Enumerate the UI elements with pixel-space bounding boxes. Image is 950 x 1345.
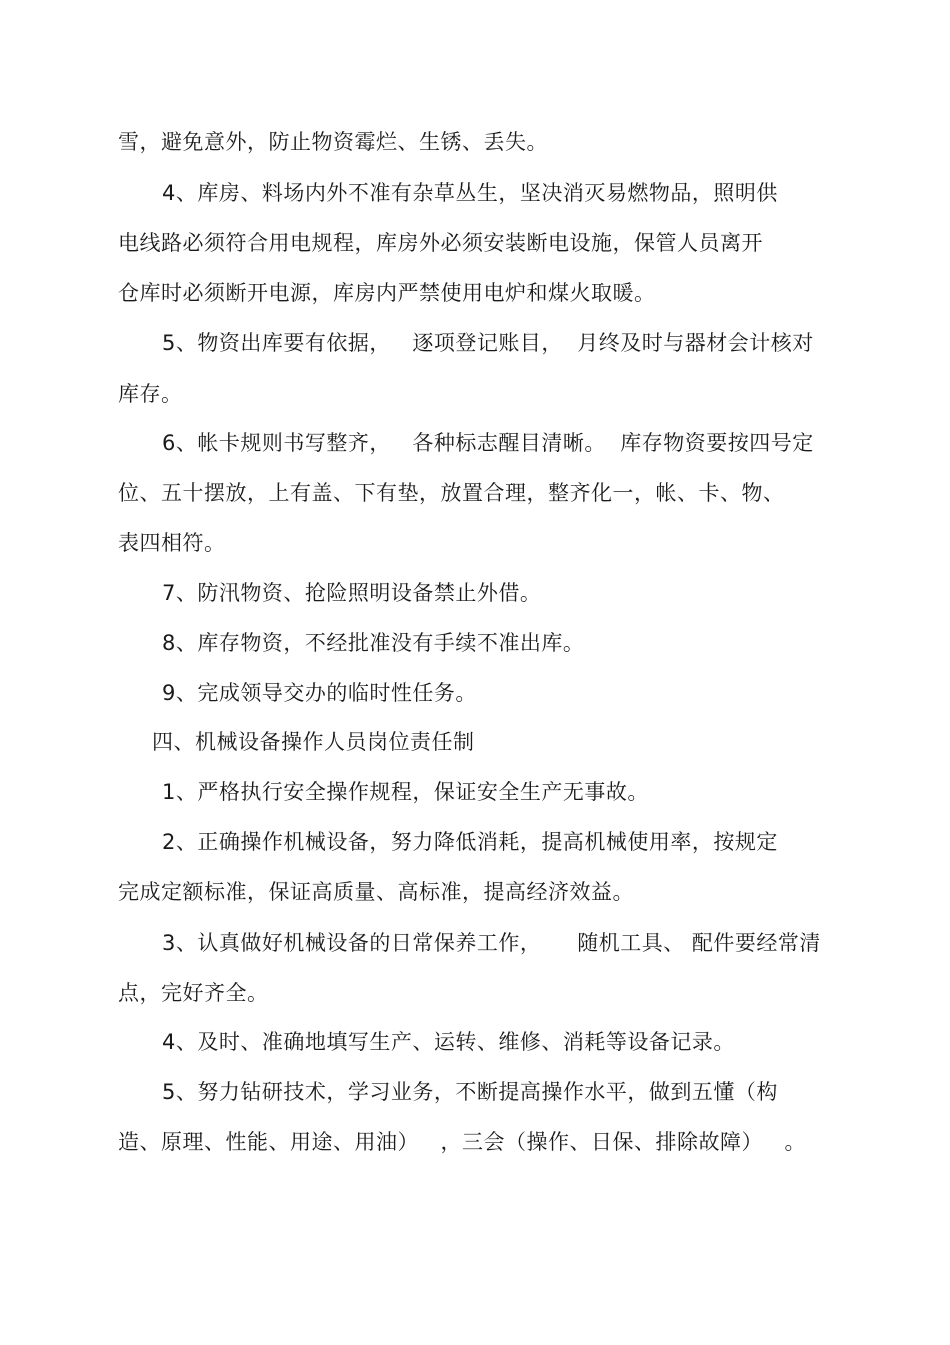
text-line: 6、帐卡规则书写整齐， 各种标志醒目清晰。 库存物资要按四号定 bbox=[162, 431, 814, 455]
text-line: 7、防汛物资、抢险照明设备禁止外借。 bbox=[162, 581, 542, 605]
text-line: 5、努力钻研技术，学习业务，不断提高操作水平，做到五懂（构 bbox=[162, 1080, 778, 1104]
text-line: 库存。 bbox=[118, 382, 183, 406]
text-line: 仓库时必须断开电源，库房内严禁使用电炉和煤火取暖。 bbox=[118, 281, 656, 305]
text-line: 完成定额标准，保证高质量、高标准，提高经济效益。 bbox=[118, 880, 634, 904]
text-line: 9、完成领导交办的临时性任务。 bbox=[162, 681, 477, 705]
text-line: 点，完好齐全。 bbox=[118, 981, 269, 1005]
text-line: 2、正确操作机械设备，努力降低消耗，提高机械使用率，按规定 bbox=[162, 830, 778, 854]
text-line: 表四相符。 bbox=[118, 531, 226, 555]
section-heading: 四、机械设备操作人员岗位责任制 bbox=[152, 730, 475, 754]
text-line: 电线路必须符合用电规程，库房外必须安装断电设施，保管人员离开 bbox=[118, 231, 763, 255]
text-line: 雪，避免意外，防止物资霉烂、生锈、丢失。 bbox=[118, 130, 548, 154]
text-line: 位、五十摆放，上有盖、下有垫，放置合理，整齐化一，帐、卡、物、 bbox=[118, 481, 785, 505]
text-line: 8、库存物资，不经批准没有手续不准出库。 bbox=[162, 631, 585, 655]
text-line: 3、认真做好机械设备的日常保养工作， 随机工具、 配件要经常清 bbox=[162, 931, 821, 955]
text-line: 4、库房、料场内外不准有杂草丛生，坚决消灭易燃物品，照明供 bbox=[162, 181, 778, 205]
text-line: 1、严格执行安全操作规程，保证安全生产无事故。 bbox=[162, 780, 649, 804]
text-line: 5、物资出库要有依据， 逐项登记账目， 月终及时与器材会计核对 bbox=[162, 331, 814, 355]
text-line: 造、原理、性能、用途、用油） ，三会（操作、日保、排除故障） 。 bbox=[118, 1130, 807, 1154]
text-line: 4、及时、准确地填写生产、运转、维修、消耗等设备记录。 bbox=[162, 1030, 735, 1054]
